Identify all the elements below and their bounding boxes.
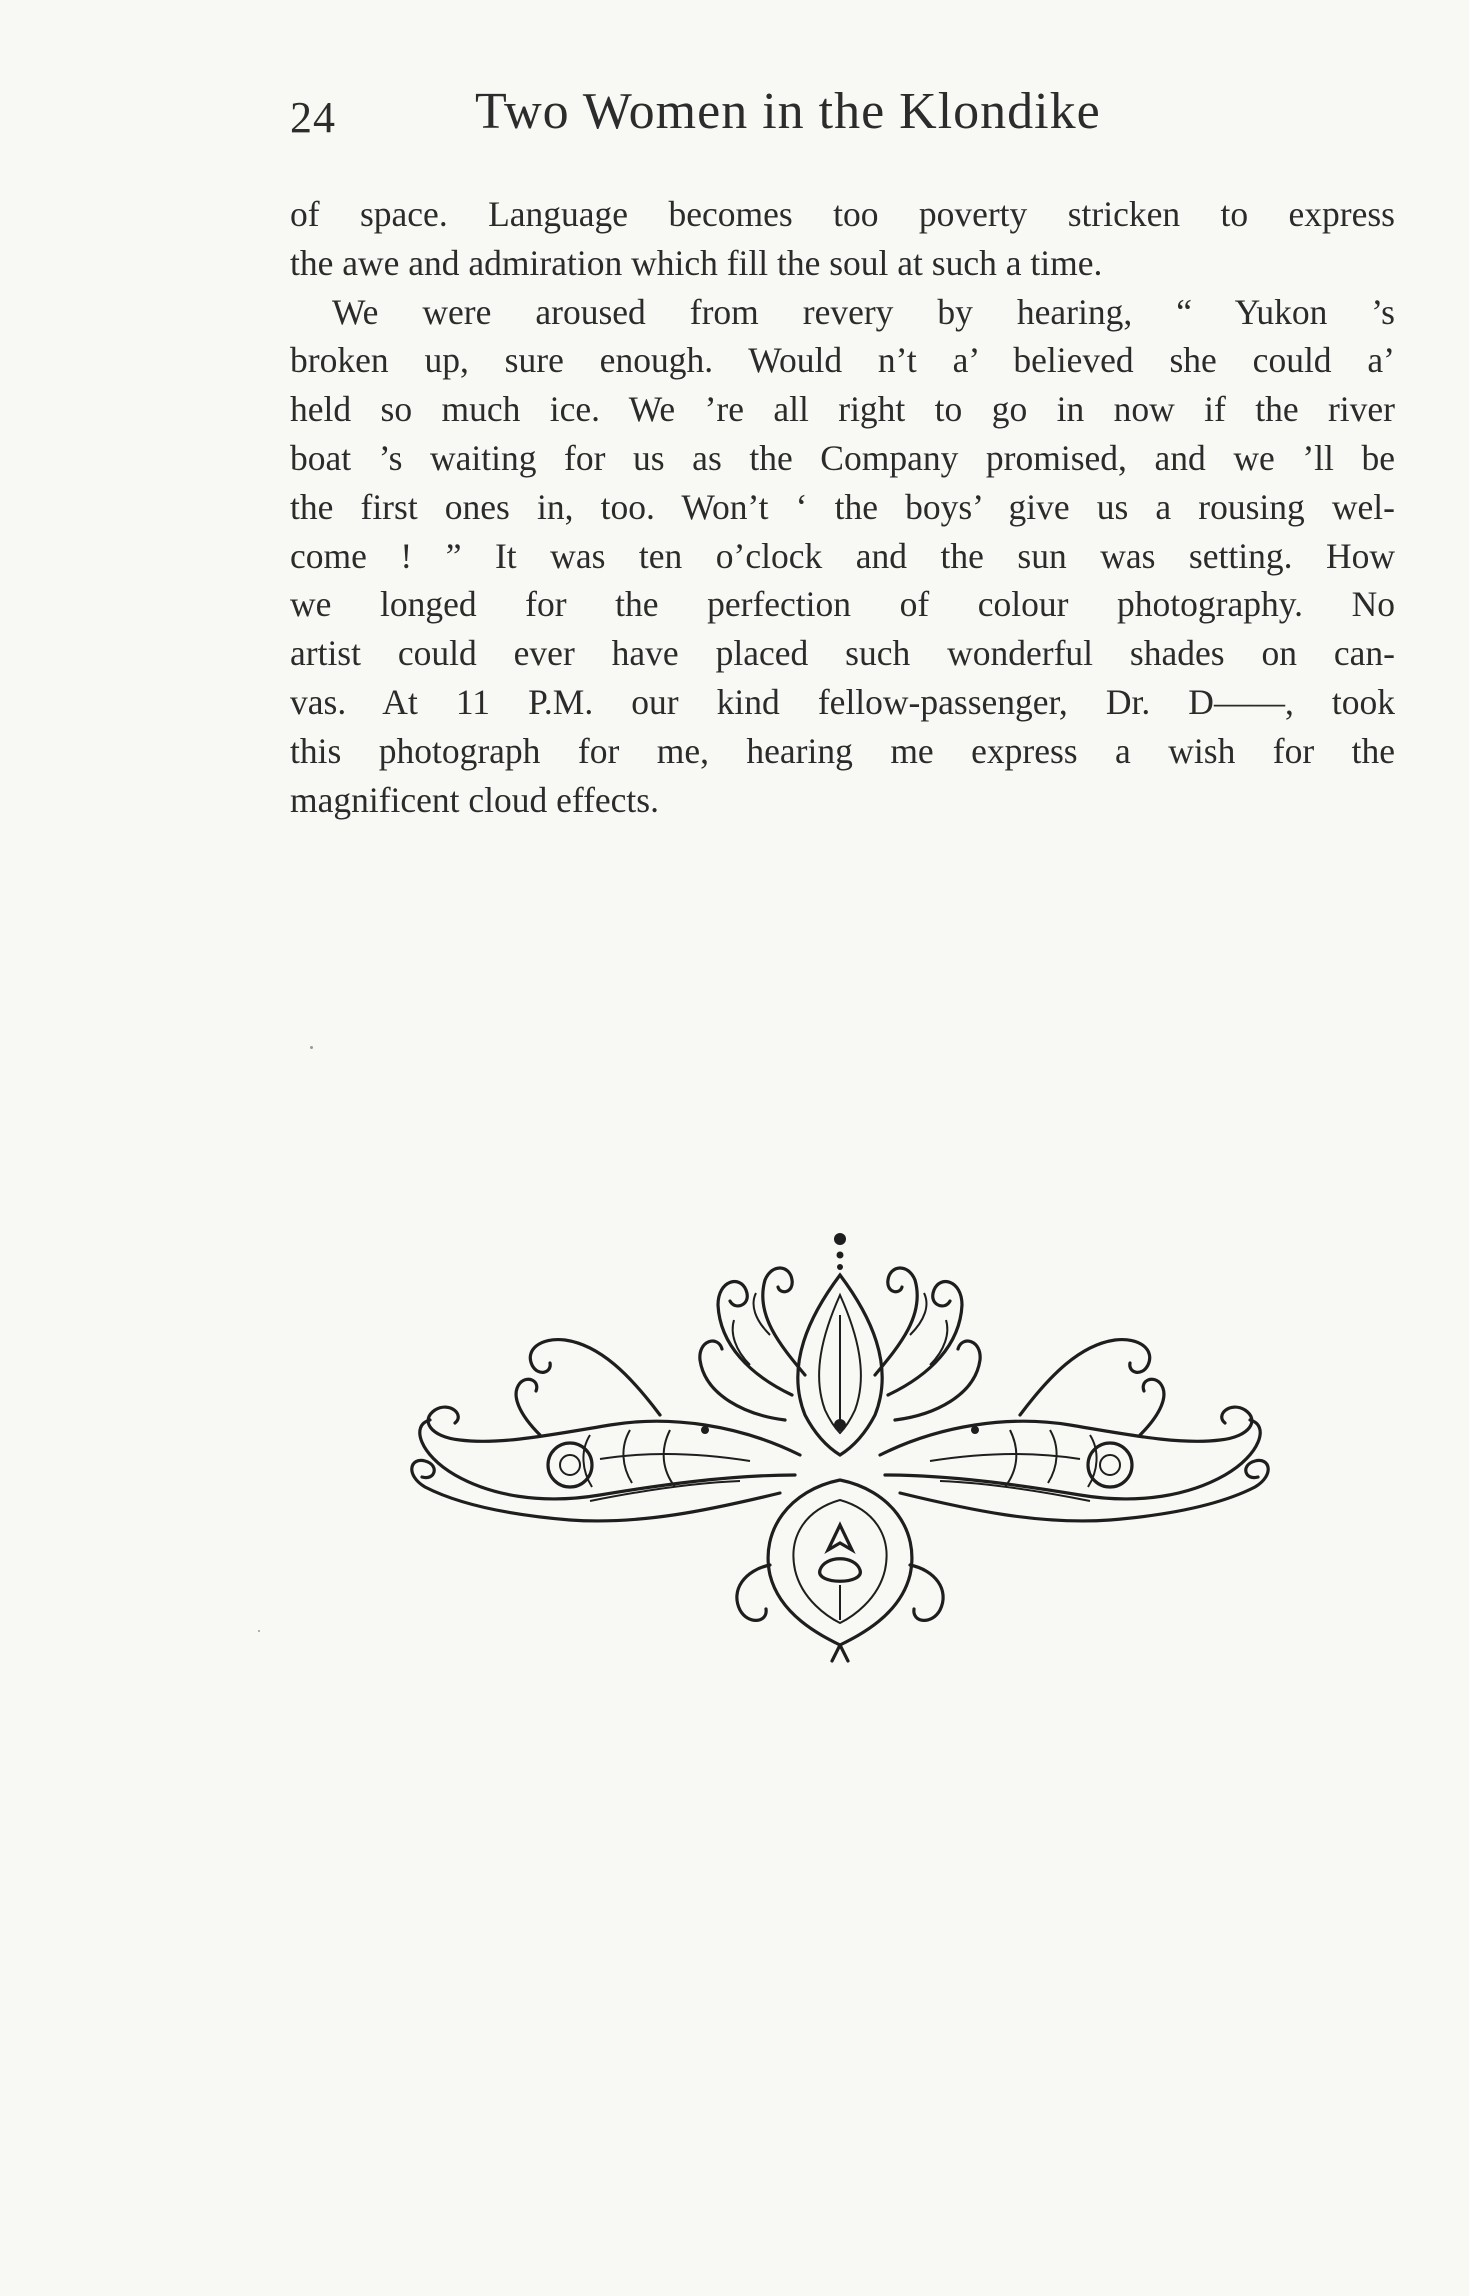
acanthus-tailpiece-ornament-icon [400, 1225, 1280, 1665]
text-line: this photograph for me, hearing me express a wish for the [290, 730, 1395, 771]
text-line: artist could ever have placed such wonderful shades on can- [290, 633, 1395, 674]
paper-speck [258, 1630, 260, 1632]
text-line: We were aroused from revery by hearing, “ Yukon ’s [332, 291, 1395, 332]
text-line: come ! ” It was ten o’clock and the sun was setting. How [290, 535, 1395, 576]
text-line: the first ones in, too. Won’t ‘ the boys’ give us a rousing wel- [290, 486, 1395, 527]
text-line: boat ’s waiting for us as the Company promised, and we ’ll be [290, 437, 1395, 478]
text-line: held so much ice. We ’re all right to go in now if the river [290, 389, 1395, 430]
running-head [290, 82, 1390, 152]
text-line: vas. At 11 P.M. our kind fellow-passenger, Dr. D——, took [290, 681, 1395, 722]
text-line: of space. Language becomes too poverty stricken to express [290, 194, 1395, 234]
text-line: we longed for the perfection of colour photography. No [290, 584, 1395, 625]
paper-speck [310, 1046, 313, 1049]
body-text [290, 190, 1395, 824]
text-line: the awe and admiration which fill the soul at such a time. [290, 242, 1103, 283]
text-line: broken up, sure enough. Would n’t a’ believed she could a’ [290, 340, 1395, 381]
text-line: magnificent cloud effects. [290, 779, 659, 820]
page-number: 24 [290, 93, 336, 142]
running-title: Two Women in the Klondike [475, 83, 1101, 140]
